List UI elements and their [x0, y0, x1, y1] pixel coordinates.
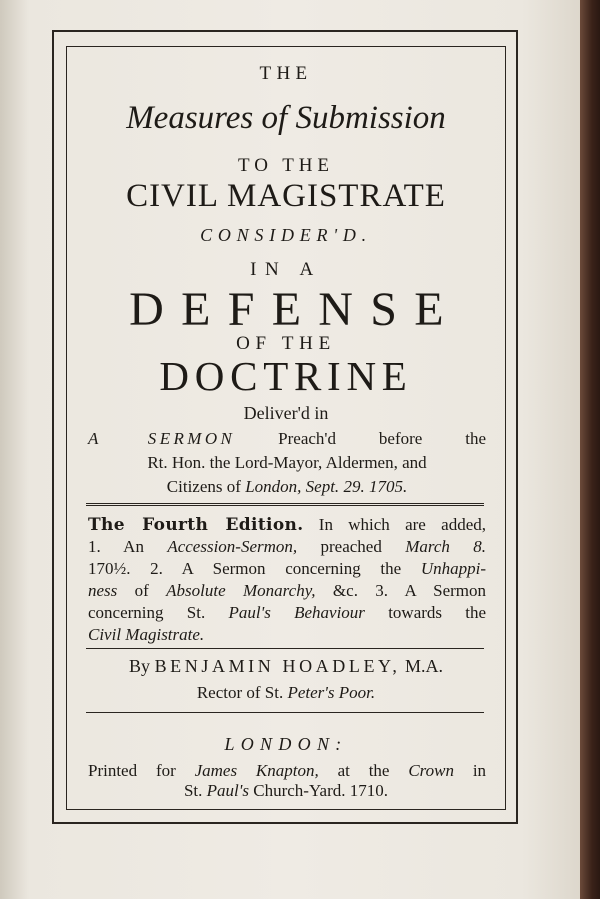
title-measures: Measures of Submission [126, 100, 446, 136]
sermon-line-1 [88, 428, 486, 450]
sermon-concerning: 170½. 2. A Sermon concerning the [88, 559, 402, 578]
imprint-city: LONDON: [224, 734, 348, 754]
imprint-line-1 [88, 760, 486, 782]
title-the: THE [259, 63, 313, 84]
of: of [134, 581, 149, 600]
divider-2 [86, 648, 484, 649]
james-knapton: James Knapton, [194, 761, 319, 780]
edition-line-1 [88, 514, 486, 536]
sermon-line-3 [88, 476, 486, 498]
absolute-monarchy: Absolute Monarchy, [166, 581, 316, 600]
at-the: at the [337, 761, 390, 780]
by: By [129, 656, 151, 676]
edition-line-6: Civil Magistrate. [88, 625, 205, 644]
imprint-line-2 [66, 782, 506, 799]
accession-sermon: Accession-Sermon, [167, 537, 298, 556]
title-to-the: TO THE [238, 155, 334, 176]
peters-poor: Peter's Poor. [287, 683, 376, 702]
a-sermon: A SERMON [88, 429, 236, 448]
ed-1-an: 1. An [88, 537, 144, 556]
church-yard: Church-Yard. [253, 781, 346, 800]
edition-line-5 [88, 602, 486, 624]
crown: Crown [408, 761, 454, 780]
title-of-the: OF THE [236, 333, 336, 354]
fourth-edition: The Fourth Edition. [88, 515, 304, 535]
divider-3 [86, 712, 484, 713]
imprint-pauls: Paul's [206, 781, 250, 800]
edition-line-4 [88, 580, 486, 602]
in: in [472, 761, 487, 780]
author-line [66, 657, 506, 675]
edition-line-3 [88, 558, 486, 580]
ness: ness [88, 581, 118, 600]
author-name: BENJAMIN HOADLEY, [154, 656, 401, 676]
etc-sermon: &c. 3. A Sermon [332, 581, 487, 600]
title-defense: DEFENSE [129, 283, 461, 336]
rector-line [66, 684, 506, 701]
year-1710: 1710. [349, 781, 389, 800]
sermon-preachd: Preach'd before the [278, 429, 487, 448]
title-delivered-in: Deliver'd in [243, 403, 329, 423]
sermon-line-2: Rt. Hon. the Lord-Mayor, Aldermen, and [147, 453, 427, 472]
preached: preached [320, 537, 382, 556]
unhappi: Unhappi- [420, 559, 487, 578]
date-1705: 29. 1705. [343, 477, 408, 496]
printed-for: Printed for [88, 761, 176, 780]
title-considerd: CONSIDER'D. [200, 225, 372, 245]
concerning-st: concerning St. [88, 603, 206, 622]
edition-line-2 [88, 536, 486, 558]
book-spine [580, 0, 600, 899]
pauls: Paul's [228, 603, 271, 622]
title-in-a: IN A [250, 259, 322, 280]
citizens-of: Citizens of [166, 477, 241, 496]
divider-1 [86, 503, 484, 506]
degree: M.A. [404, 656, 443, 676]
which-are-added: In which are added, [318, 515, 486, 534]
behaviour: Behaviour [294, 603, 365, 622]
rector-of: Rector of St. [196, 683, 284, 702]
towards-the: towards the [388, 603, 487, 622]
title-civil-magistrate: CIVIL MAGISTRATE [126, 178, 446, 214]
title-doctrine: DOCTRINE [159, 353, 413, 399]
london: London, [245, 477, 302, 496]
st: St. [183, 781, 203, 800]
march-8: March 8. [405, 537, 487, 556]
sept: Sept. [305, 477, 340, 496]
